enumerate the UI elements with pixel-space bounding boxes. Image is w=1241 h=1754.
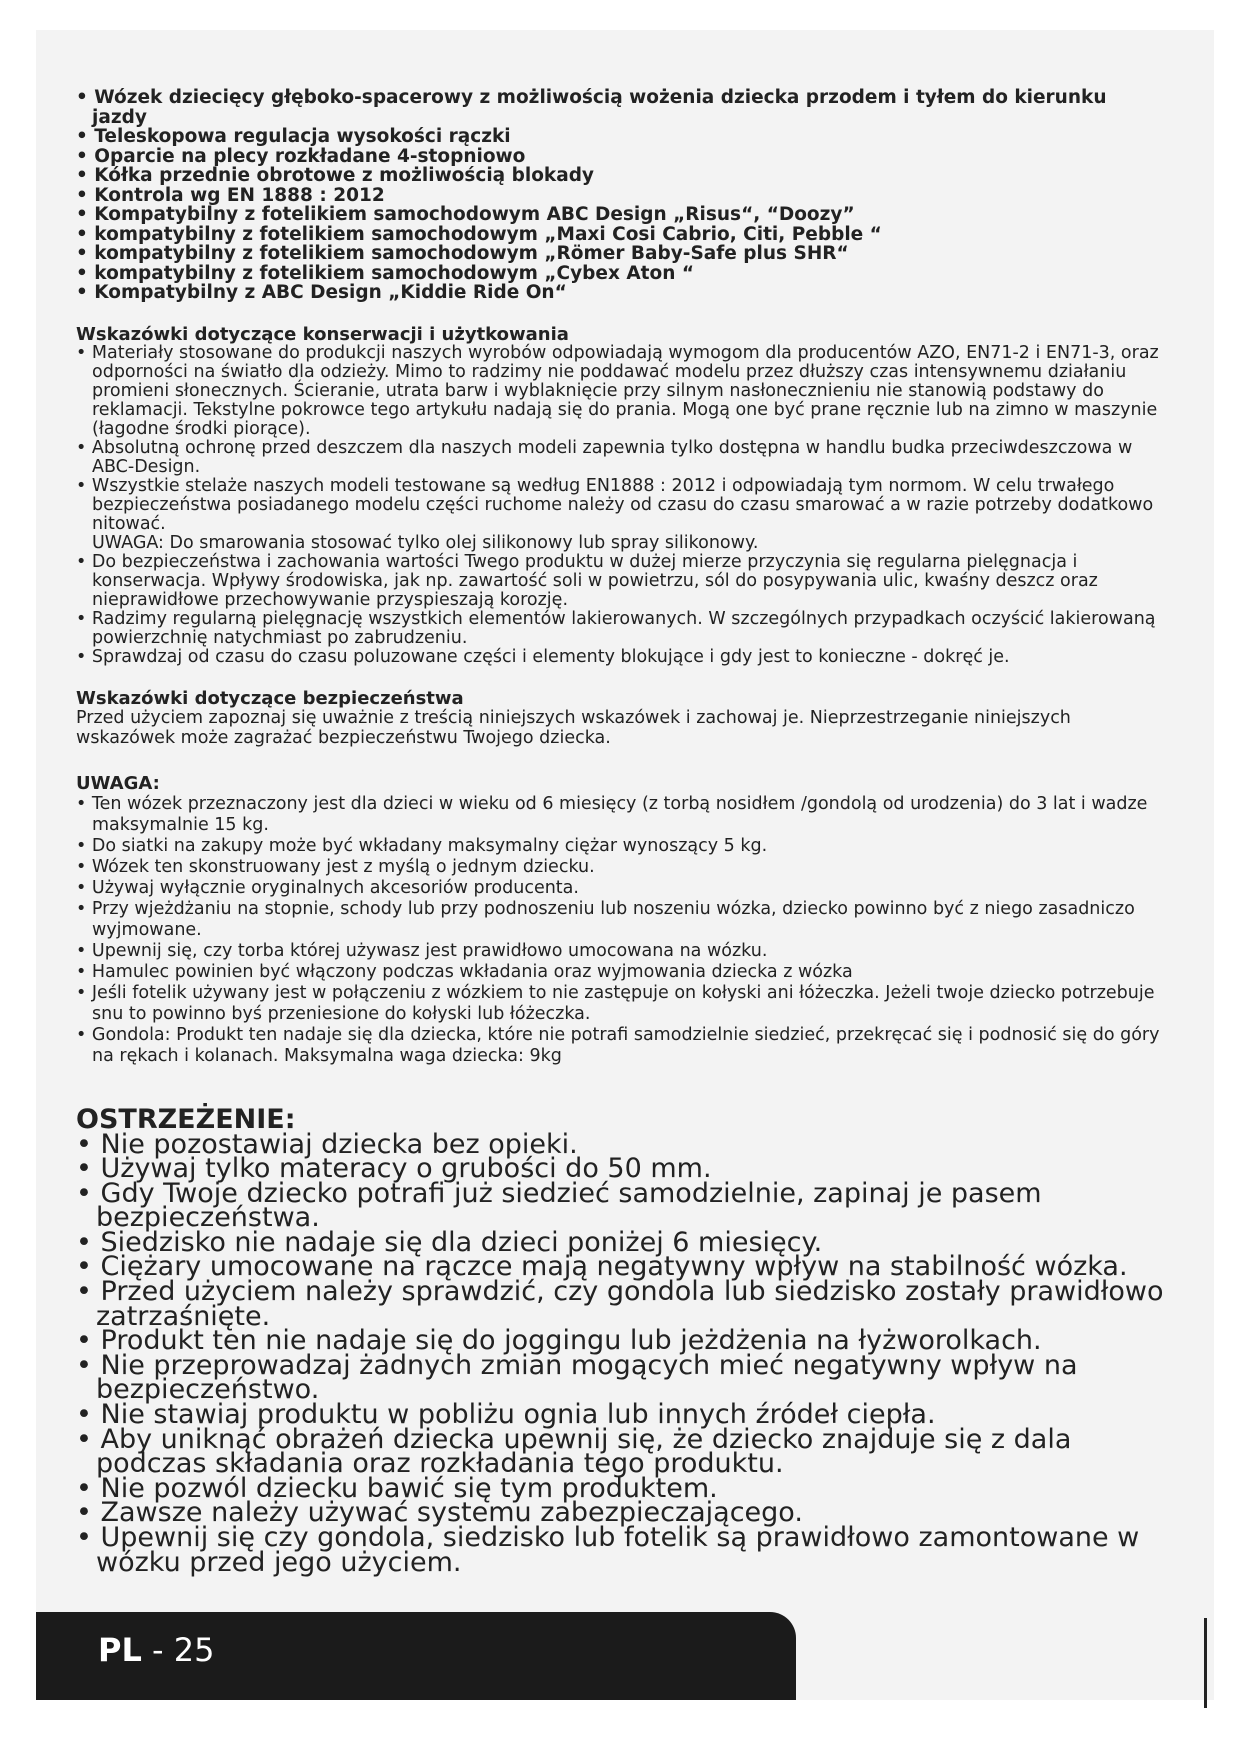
- feature-item: • kompatybilny z fotelikiem samochodowym „Römer Baby-Safe plus SHR“: [76, 244, 1166, 264]
- feature-item: • Wózek dziecięcy głęboko-spacerowy z możliwością wożenia dziecka przodem i tyłem do kierunku jazdy: [76, 88, 1166, 127]
- warning-item: • Przed użyciem należy sprawdzić, czy gondola lub siedzisko zostały prawidłowo zatrzaśnięte.: [76, 1280, 1166, 1329]
- warning-item: • Ciężary umocowane na rączce mają negatywny wpływ na stabilność wózka.: [76, 1255, 1166, 1280]
- warning-item: • Używaj tylko materacy o grubości do 50 mm.: [76, 1157, 1166, 1182]
- feature-item: • Kompatybilny z ABC Design „Kiddie Ride On“: [76, 283, 1166, 303]
- page-number-label: [98, 1630, 214, 1670]
- care-item: • Absolutną ochronę przed deszczem dla naszych modeli zapewnia tylko dostępna w handlu budka przeciwdeszczowa w ABC-Design.: [76, 439, 1166, 477]
- care-item-text: Wszystkie stelaże naszych modeli testowane są według EN1888 : 2012 i odpowiadają tym normom. W celu trwałego bezpieczeństwa posiadanego modelu części ruchome należy od czasu do czasu smarować a w razie potrzeby dodatkowo nitować.: [91, 475, 1154, 534]
- warning-item: • Gdy Twoje dziecko potrafi już siedzieć samodzielnie, zapinaj je pasem bezpieczeństwa.: [76, 1182, 1166, 1231]
- care-item: [76, 477, 1166, 553]
- safety-text: Przed użyciem zapoznaj się uważnie z treścią niniejszych wskazówek i zachowaj je. Nieprzestrzeganie niniejszych wskazówek może zagrażać bezpieczeństwu Twojego dziecka.: [76, 707, 1071, 748]
- care-heading: Wskazówki dotyczące konserwacji i użytkowania: [76, 323, 569, 345]
- feature-item: • Kompatybilny z fotelikiem samochodowym ABC Design „Risus“, “Doozy”: [76, 205, 1166, 225]
- care-item: • Radzimy regularną pielęgnację wszystkich elementów lakierowanych. W szczególnych przypadkach oczyścić lakierowaną powierzchnię natychmiast po zabrudzeniu.: [76, 610, 1166, 648]
- uwaga-item: • Hamulec powinien być włączony podczas wkładania oraz wyjmowania dziecka z wózka: [76, 962, 1166, 983]
- language-code: PL: [98, 1631, 142, 1669]
- uwaga-item: • Upewnij się, czy torba której używasz jest prawidłowo umocowana na wózku.: [76, 941, 1166, 962]
- feature-item: • Kontrola wg EN 1888 : 2012: [76, 186, 1166, 206]
- uwaga-heading: UWAGA:: [76, 772, 160, 794]
- document-content: [76, 87, 1166, 1578]
- feature-item: • Kółka przednie obrotowe z możliwością blokady: [76, 166, 1166, 186]
- warning-list: [76, 1128, 1166, 1578]
- uwaga-list: [76, 794, 1166, 1067]
- warning-item: • Nie pozwól dziecku bawić się tym produktem.: [76, 1477, 1166, 1502]
- feature-list: [76, 88, 1166, 303]
- feature-item: • Oparcie na plecy rozkładane 4-stopniowo: [76, 147, 1166, 167]
- uwaga-item: • Gondola: Produkt ten nadaje się dla dziecka, które nie potrafi samodzielnie siedzieć, przekręcać się i podnosić się do góry na rękach i kolanach. Maksymalna waga dziecka: 9kg: [76, 1025, 1166, 1067]
- care-item: • Do bezpieczeństwa i zachowania wartości Twego produktu w dużej mierze przyczynia się regularna pielęgnacja i konserwacja. Wpływy środowiska, jak np. zawartość soli w powietrzu, sól do posypywania ulic, kwaśny deszcz oraz nieprawidłowe przechowywanie przyspieszają korozję.: [76, 553, 1166, 610]
- warning-item: • Siedzisko nie nadaje się dla dzieci poniżej 6 miesięcy.: [76, 1231, 1166, 1256]
- warning-item: • Nie pozostawiaj dziecka bez opieki.: [76, 1133, 1166, 1158]
- care-list: [76, 344, 1166, 667]
- warning-item: • Zawsze należy używać systemu zabezpieczającego.: [76, 1501, 1166, 1526]
- warning-item: • Aby uniknąć obrażeń dziecka upewnij się, że dziecko znajduje się z dala podczas składania oraz rozkładania tego produktu.: [76, 1428, 1166, 1477]
- uwaga-item: • Do siatki na zakupy może być wkładany maksymalny ciężar wynoszący 5 kg.: [76, 836, 1166, 857]
- warning-item: • Nie stawiaj produktu w pobliżu ognia lub innych źródeł ciepła.: [76, 1403, 1166, 1428]
- feature-item: • kompatybilny z fotelikiem samochodowym „Cybex Aton “: [76, 264, 1166, 284]
- page-number: 25: [173, 1631, 215, 1669]
- uwaga-item: • Wózek ten skonstruowany jest z myślą o jednym dziecku.: [76, 857, 1166, 878]
- care-item: • Sprawdzaj od czasu do czasu poluzowane części i elementy blokujące i gdy jest to konieczne - dokręć je.: [76, 648, 1166, 667]
- uwaga-item: • Używaj wyłącznie oryginalnych akcesoriów producenta.: [76, 878, 1166, 899]
- page-separator: -: [141, 1631, 174, 1669]
- warning-item: • Nie przeprowadzaj żadnych zmian mogących mieć negatywny wpływ na bezpieczeństwo.: [76, 1354, 1166, 1403]
- uwaga-item: • Przy wjeżdżaniu na stopnie, schody lub przy podnoszeniu lub noszeniu wózka, dziecko powinno być z niego zasadniczo wyjmowane.: [76, 899, 1166, 941]
- footer-bar: [36, 1612, 796, 1700]
- warning-item: • Produkt ten nie nadaje się do joggingu lub jeżdżenia na łyżworolkach.: [76, 1329, 1166, 1354]
- page-edge-rule: [1204, 1618, 1207, 1708]
- care-item: • Materiały stosowane do produkcji naszych wyrobów odpowiadają wymogom dla producentów AZO, EN71-2 i EN71-3, oraz odporności na światło dla odzieży. Mimo to radzimy nie poddawać modelu przez dłuższy czas intensywnemu działaniu promieni słonecznych. Ścieranie, utrata barw i wyblaknięcie przy silnym nasłonecznieniu nie stanowią podstawy do reklamacji. Tekstylne pokrowce tego artykułu nadają się do prania. Mogą one być prane ręcznie lub na zimno w maszynie (łagodne środki piorące).: [76, 344, 1166, 439]
- feature-item: • kompatybilny z fotelikiem samochodowym „Maxi Cosi Cabrio, Citi, Pebble “: [76, 225, 1166, 245]
- feature-item: • Teleskopowa regulacja wysokości rączki: [76, 127, 1166, 147]
- warning-heading: OSTRZEŻENIE:: [76, 1103, 296, 1135]
- uwaga-item: • Ten wózek przeznaczony jest dla dzieci w wieku od 6 miesięcy (z torbą nosidłem /gondolą od urodzenia) do 3 lat i wadze maksymalnie 15 kg.: [76, 794, 1166, 836]
- safety-heading: Wskazówki dotyczące bezpieczeństwa: [76, 687, 464, 709]
- warning-item: • Upewnij się czy gondola, siedzisko lub fotelik są prawidłowo zamontowane w wózku przed jego użyciem.: [76, 1526, 1166, 1575]
- care-note: UWAGA: Do smarowania stosować tylko olej silikonowy lub spray silikonowy.: [92, 532, 759, 553]
- uwaga-item: • Jeśli fotelik używany jest w połączeniu z wózkiem to nie zastępuje on kołyski ani łóżeczka. Jeżeli twoje dziecko potrzebuje snu to powinno byś przeniesione do kołyski lub łóżeczka.: [76, 983, 1166, 1025]
